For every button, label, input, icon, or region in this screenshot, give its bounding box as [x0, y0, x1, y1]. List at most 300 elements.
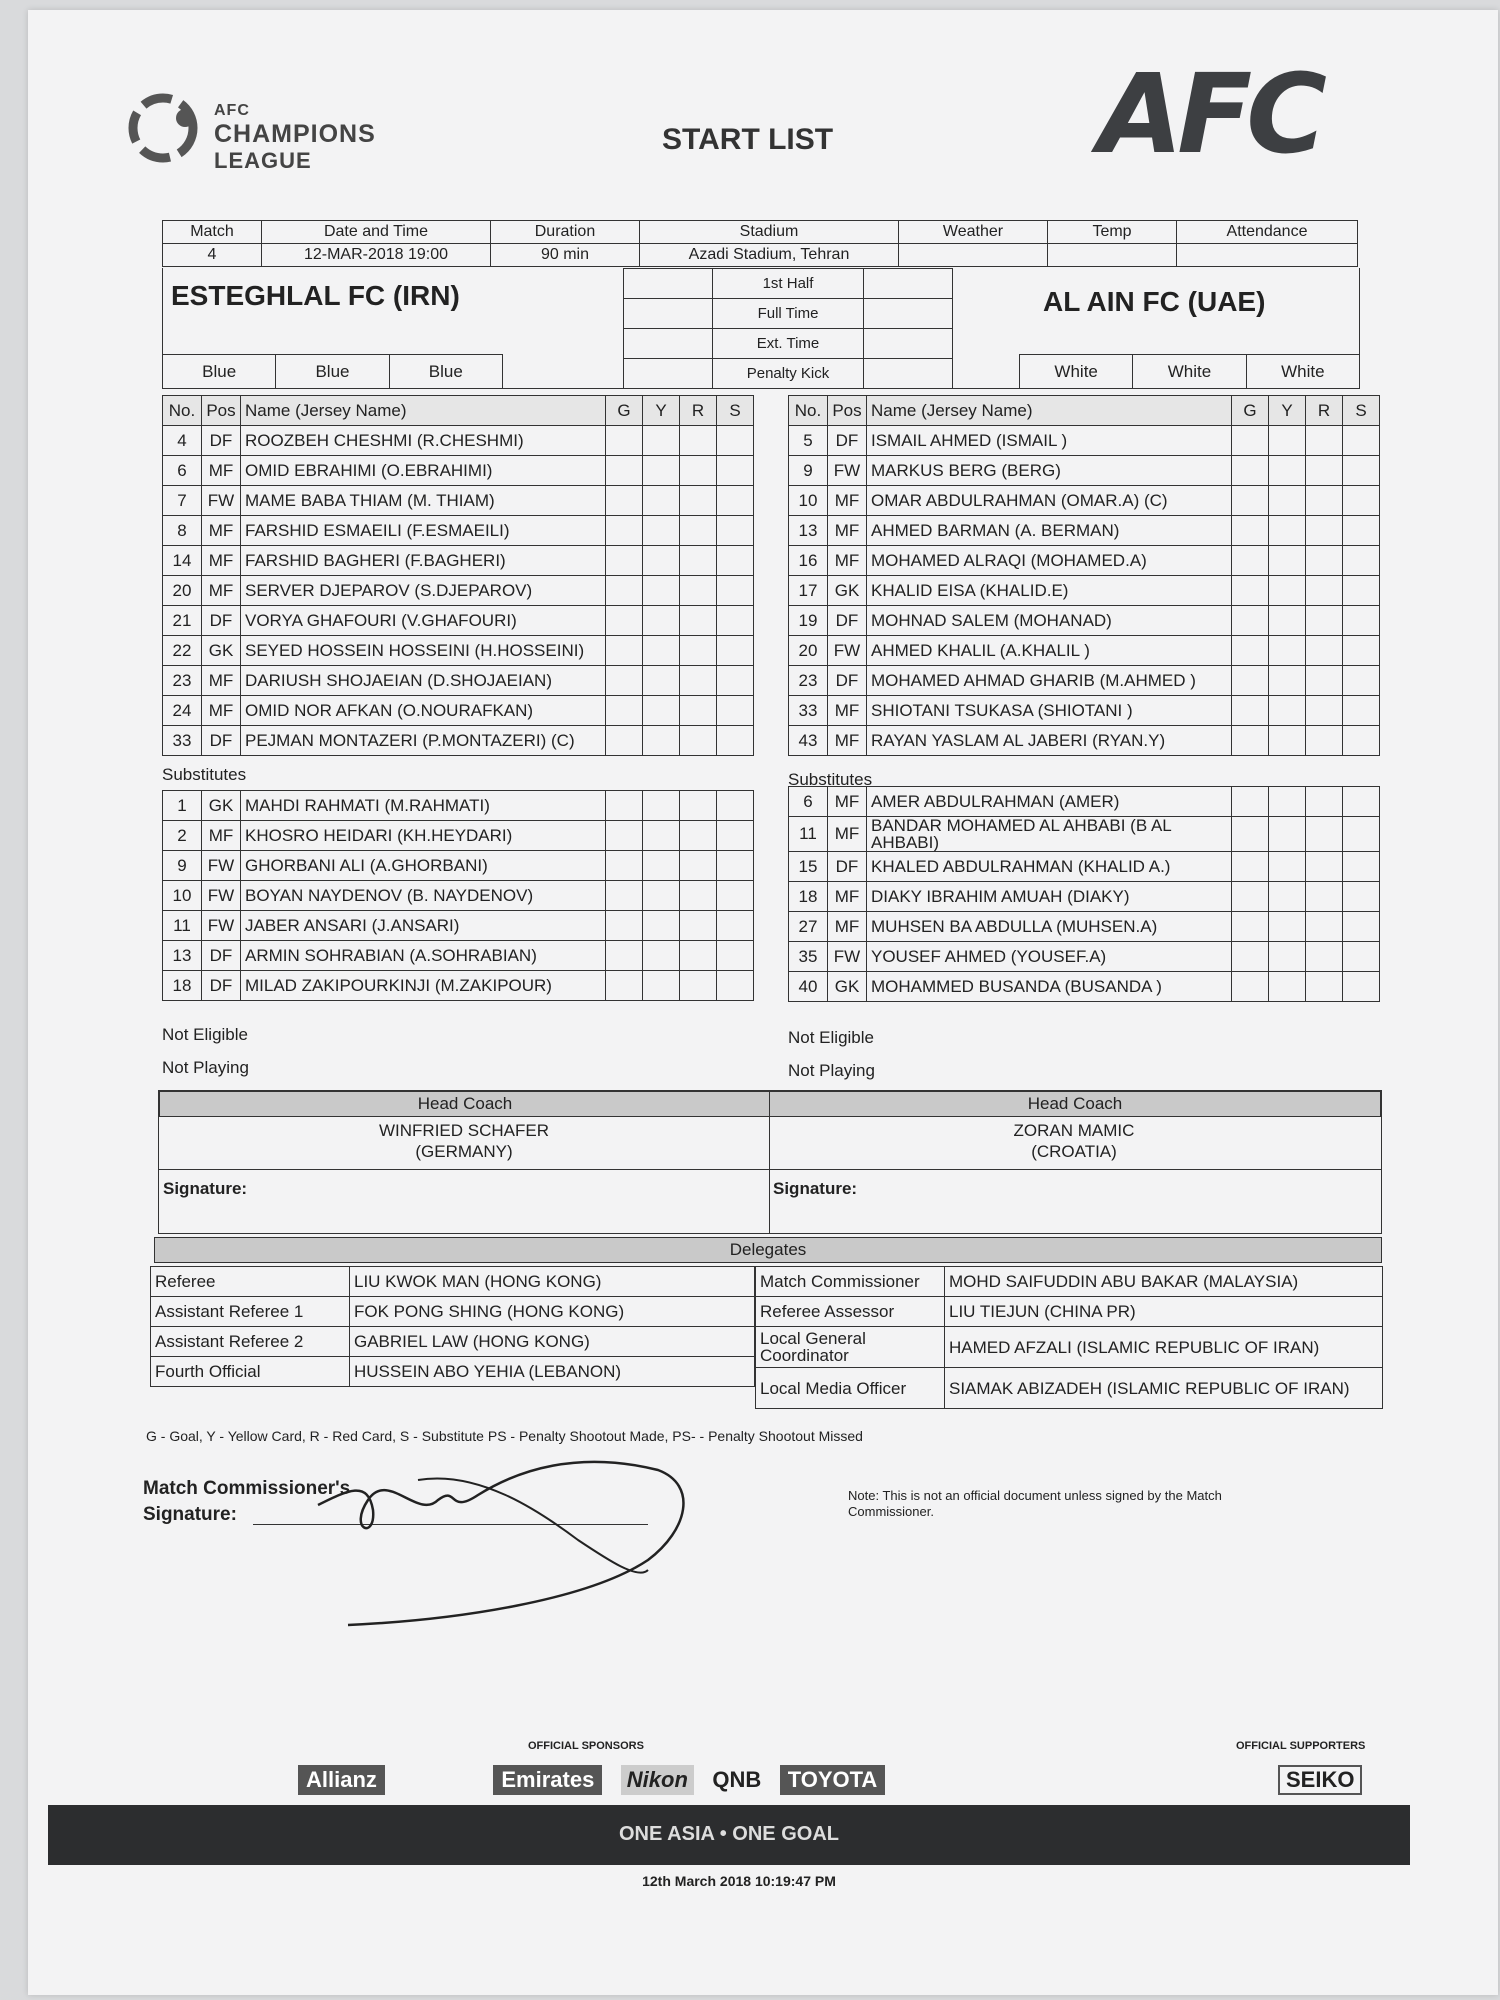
player-name: JABER ANSARI (J.ANSARI)	[241, 911, 606, 941]
sponsor-qnb: QNB	[712, 1767, 762, 1792]
yellow-card-cell	[643, 851, 680, 881]
delegate-role: Local General Coordinator	[756, 1327, 945, 1368]
temp-value	[1048, 244, 1177, 267]
substitute-cell	[1343, 882, 1380, 912]
away-lineup-table	[788, 395, 1380, 756]
col-y: Y	[1269, 396, 1306, 426]
goal-cell	[1232, 972, 1269, 1002]
sponsor-logos	[298, 1765, 899, 1795]
player-number: 23	[789, 666, 828, 696]
commissioner-signature-label-1: Match Commissioner's	[143, 1478, 351, 1499]
player-position: MF	[828, 882, 867, 912]
red-card-cell	[680, 851, 717, 881]
red-card-cell	[1306, 636, 1343, 666]
player-position: MF	[828, 516, 867, 546]
delegates-left-table	[150, 1266, 755, 1387]
away-coach-name: ZORAN MAMIC	[1013, 1121, 1135, 1140]
yellow-card-cell	[1269, 912, 1306, 942]
match-duration: 90 min	[491, 244, 640, 267]
yellow-card-cell	[1269, 882, 1306, 912]
sponsor-allianz: Allianz	[298, 1765, 385, 1795]
yellow-card-cell	[1269, 726, 1306, 756]
substitute-cell	[1343, 787, 1380, 817]
match-stadium: Azadi Stadium, Tehran	[640, 244, 899, 267]
yellow-card-cell	[1269, 546, 1306, 576]
supporter-logos	[1278, 1765, 1376, 1795]
home-substitutes-table	[162, 790, 754, 1001]
home-coach-name: WINFRIED SCHAFER	[379, 1121, 549, 1140]
player-name: VORYA GHAFOURI (V.GHAFOURI)	[241, 606, 606, 636]
away-kit-3: White	[1246, 355, 1359, 388]
home-kit-2: Blue	[276, 355, 389, 388]
red-card-cell	[680, 636, 717, 666]
player-row	[789, 972, 1380, 1002]
player-position: DF	[828, 666, 867, 696]
goal-cell	[606, 486, 643, 516]
player-number: 24	[163, 696, 202, 726]
player-position: DF	[828, 852, 867, 882]
red-card-cell	[680, 456, 717, 486]
player-name: MILAD ZAKIPOURKINJI (M.ZAKIPOUR)	[241, 971, 606, 1001]
sponsors-label: OFFICIAL SPONSORS	[528, 1740, 644, 1752]
player-name: SERVER DJEPAROV (S.DJEPAROV)	[241, 576, 606, 606]
goal-cell	[1232, 516, 1269, 546]
red-card-cell	[680, 666, 717, 696]
home-substitutes-label: Substitutes	[162, 765, 247, 784]
red-card-cell	[680, 941, 717, 971]
player-number: 21	[163, 606, 202, 636]
col-pos: Pos	[828, 396, 867, 426]
match-info-table	[162, 220, 1358, 267]
player-number: 6	[163, 456, 202, 486]
player-position: DF	[202, 971, 241, 1001]
delegate-row	[756, 1267, 1383, 1297]
goal-cell	[1232, 942, 1269, 972]
delegate-row	[151, 1267, 755, 1297]
player-row	[163, 606, 754, 636]
player-row	[789, 726, 1380, 756]
away-coach-label: Head Coach	[769, 1091, 1381, 1117]
substitute-cell	[717, 606, 754, 636]
red-card-cell	[1306, 576, 1343, 606]
substitute-cell	[1343, 696, 1380, 726]
player-row	[789, 912, 1380, 942]
yellow-card-cell	[1269, 636, 1306, 666]
player-number: 13	[163, 941, 202, 971]
player-number: 1	[163, 791, 202, 821]
red-card-cell	[1306, 426, 1343, 456]
home-kit-3: Blue	[390, 355, 503, 388]
goal-cell	[1232, 576, 1269, 606]
player-row	[163, 941, 754, 971]
substitute-cell	[717, 546, 754, 576]
yellow-card-cell	[643, 696, 680, 726]
player-position: FW	[202, 851, 241, 881]
yellow-card-cell	[643, 666, 680, 696]
player-position: MF	[828, 486, 867, 516]
red-card-cell	[1306, 486, 1343, 516]
supporters-label: OFFICIAL SUPPORTERS	[1236, 1740, 1366, 1752]
delegate-row	[151, 1297, 755, 1327]
substitute-cell	[717, 486, 754, 516]
player-row	[789, 666, 1380, 696]
duration-label: Duration	[491, 221, 640, 244]
yellow-card-cell	[1269, 972, 1306, 1002]
yellow-card-cell	[643, 546, 680, 576]
yellow-card-cell	[1269, 942, 1306, 972]
player-row	[789, 942, 1380, 972]
player-name: SEYED HOSSEIN HOSSEINI (H.HOSSEINI)	[241, 636, 606, 666]
col-no: No.	[163, 396, 202, 426]
goal-cell	[606, 546, 643, 576]
player-number: 2	[163, 821, 202, 851]
weather-value	[899, 244, 1048, 267]
player-number: 15	[789, 852, 828, 882]
red-card-cell	[680, 516, 717, 546]
goal-cell	[1232, 882, 1269, 912]
yellow-card-cell	[643, 636, 680, 666]
substitute-cell	[1343, 636, 1380, 666]
player-row	[789, 426, 1380, 456]
player-name: ARMIN SOHRABIAN (A.SOHRABIAN)	[241, 941, 606, 971]
yellow-card-cell	[643, 516, 680, 546]
home-not-eligible: Not Eligible	[162, 1025, 248, 1044]
red-card-cell	[1306, 817, 1343, 852]
away-not-eligible: Not Eligible	[788, 1028, 874, 1047]
player-number: 13	[789, 516, 828, 546]
home-kit-row	[163, 354, 503, 388]
col-r: R	[1306, 396, 1343, 426]
yellow-card-cell	[643, 576, 680, 606]
delegate-role: Fourth Official	[151, 1357, 350, 1387]
player-number: 23	[163, 666, 202, 696]
player-position: GK	[828, 576, 867, 606]
yellow-card-cell	[643, 881, 680, 911]
goal-cell	[606, 426, 643, 456]
col-name: Name (Jersey Name)	[867, 396, 1232, 426]
player-position: FW	[828, 942, 867, 972]
player-position: MF	[828, 817, 867, 852]
delegate-row	[756, 1368, 1383, 1409]
player-number: 16	[789, 546, 828, 576]
substitute-cell	[1343, 942, 1380, 972]
home-lineup-table	[162, 395, 754, 756]
goal-cell	[606, 791, 643, 821]
goal-cell	[1232, 696, 1269, 726]
player-name: MOHAMED ALRAQI (MOHAMED.A)	[867, 546, 1232, 576]
col-r: R	[680, 396, 717, 426]
substitute-cell	[1343, 486, 1380, 516]
player-position: FW	[828, 456, 867, 486]
official-note: Note: This is not an official document unless signed by the Match Commissioner.	[848, 1488, 1222, 1519]
red-card-cell	[1306, 696, 1343, 726]
delegate-name: LIU TIEJUN (CHINA PR)	[945, 1297, 1383, 1327]
player-number: 35	[789, 942, 828, 972]
red-card-cell	[1306, 546, 1343, 576]
player-number: 11	[163, 911, 202, 941]
legend-text: G - Goal, Y - Yellow Card, R - Red Card, S - Substitute PS - Penalty Shootout Made, PS- - Penalty Shootout Missed	[146, 1428, 863, 1444]
league-logo-line1: AFC	[214, 102, 250, 119]
red-card-cell	[1306, 666, 1343, 696]
substitute-cell	[1343, 426, 1380, 456]
player-name: GHORBANI ALI (A.GHORBANI)	[241, 851, 606, 881]
sponsor-nikon: Nikon	[621, 1765, 694, 1795]
player-number: 10	[163, 881, 202, 911]
red-card-cell	[680, 791, 717, 821]
yellow-card-cell	[1269, 852, 1306, 882]
player-position: MF	[202, 666, 241, 696]
goal-cell	[606, 576, 643, 606]
player-name: MOHNAD SALEM (MOHANAD)	[867, 606, 1232, 636]
col-name: Name (Jersey Name)	[241, 396, 606, 426]
delegate-name: MOHD SAIFUDDIN ABU BAKAR (MALAYSIA)	[945, 1267, 1383, 1297]
league-logo-line2: CHAMPIONS	[214, 120, 376, 148]
player-row	[789, 576, 1380, 606]
substitute-cell	[717, 726, 754, 756]
delegate-row	[151, 1357, 755, 1387]
footer-banner	[48, 1805, 1410, 1865]
player-row	[163, 971, 754, 1001]
yellow-card-cell	[643, 941, 680, 971]
player-row	[163, 576, 754, 606]
goal-cell	[1232, 486, 1269, 516]
player-name: MUHSEN BA ABDULLA (MUHSEN.A)	[867, 912, 1232, 942]
player-number: 18	[789, 882, 828, 912]
red-card-cell	[680, 696, 717, 726]
champions-league-logo-icon	[123, 88, 203, 168]
red-card-cell	[1306, 606, 1343, 636]
yellow-card-cell	[1269, 817, 1306, 852]
player-name: YOUSEF AHMED (YOUSEF.A)	[867, 942, 1232, 972]
commissioner-signature-label-2: Signature:	[143, 1504, 237, 1525]
player-position: MF	[828, 696, 867, 726]
goal-cell	[606, 821, 643, 851]
player-number: 18	[163, 971, 202, 1001]
col-s: S	[1343, 396, 1380, 426]
substitute-cell	[717, 516, 754, 546]
player-position: DF	[202, 606, 241, 636]
temp-label: Temp	[1048, 221, 1177, 244]
player-row	[163, 726, 754, 756]
print-timestamp: 12th March 2018 10:19:47 PM	[642, 1873, 836, 1889]
player-name: MAME BABA THIAM (M. THIAM)	[241, 486, 606, 516]
match-label: Match	[163, 221, 262, 244]
away-kit-1: White	[1019, 355, 1132, 388]
player-position: FW	[202, 881, 241, 911]
player-number: 27	[789, 912, 828, 942]
teams-block	[162, 268, 1360, 389]
goal-cell	[606, 456, 643, 486]
delegate-row	[151, 1327, 755, 1357]
yellow-card-cell	[1269, 456, 1306, 486]
delegates-title: Delegates	[154, 1237, 1382, 1263]
player-name: KHOSRO HEIDARI (KH.HEYDARI)	[241, 821, 606, 851]
goal-cell	[606, 636, 643, 666]
goal-cell	[606, 516, 643, 546]
yellow-card-cell	[643, 456, 680, 486]
substitute-cell	[717, 666, 754, 696]
player-row	[789, 636, 1380, 666]
substitute-cell	[717, 791, 754, 821]
start-list-document	[28, 10, 1498, 1995]
player-number: 43	[789, 726, 828, 756]
yellow-card-cell	[643, 726, 680, 756]
player-name: ISMAIL AHMED (ISMAIL )	[867, 426, 1232, 456]
home-team-name: ESTEGHLAL FC (IRN)	[171, 280, 460, 311]
yellow-card-cell	[643, 426, 680, 456]
player-name: FARSHID ESMAEILI (F.ESMAEILI)	[241, 516, 606, 546]
substitute-cell	[1343, 456, 1380, 486]
delegates-right-table	[755, 1266, 1383, 1409]
delegate-name: HAMED AFZALI (ISLAMIC REPUBLIC OF IRAN)	[945, 1327, 1383, 1368]
match-number: 4	[163, 244, 262, 267]
delegate-name: LIU KWOK MAN (HONG KONG)	[350, 1267, 755, 1297]
player-number: 20	[789, 636, 828, 666]
substitute-cell	[717, 911, 754, 941]
player-row	[789, 817, 1380, 852]
player-number: 11	[789, 817, 828, 852]
goal-cell	[606, 851, 643, 881]
player-row	[789, 486, 1380, 516]
red-card-cell	[680, 726, 717, 756]
period-1st-half: 1st Half	[713, 269, 864, 299]
yellow-card-cell	[1269, 486, 1306, 516]
away-signature-label: Signature:	[773, 1179, 858, 1198]
goal-cell	[1232, 817, 1269, 852]
red-card-cell	[1306, 516, 1343, 546]
player-position: GK	[828, 972, 867, 1002]
yellow-card-cell	[1269, 426, 1306, 456]
stadium-label: Stadium	[640, 221, 899, 244]
goal-cell	[1232, 666, 1269, 696]
substitute-cell	[717, 636, 754, 666]
yellow-card-cell	[643, 791, 680, 821]
attendance-label: Attendance	[1177, 221, 1358, 244]
goal-cell	[1232, 912, 1269, 942]
yellow-card-cell	[1269, 696, 1306, 726]
player-name: AHMED BARMAN (A. BERMAN)	[867, 516, 1232, 546]
player-position: FW	[828, 636, 867, 666]
delegate-role: Local Media Officer	[756, 1368, 945, 1409]
afc-logo: AFC	[1098, 50, 1322, 178]
player-position: MF	[202, 516, 241, 546]
substitute-cell	[1343, 817, 1380, 852]
home-coach-country: (GERMANY)	[415, 1142, 513, 1161]
player-position: GK	[202, 791, 241, 821]
player-name: DIAKY IBRAHIM AMUAH (DIAKY)	[867, 882, 1232, 912]
delegate-role: Referee	[151, 1267, 350, 1297]
yellow-card-cell	[643, 821, 680, 851]
player-row	[163, 696, 754, 726]
red-card-cell	[680, 911, 717, 941]
substitute-cell	[717, 696, 754, 726]
player-name: FARSHID BAGHERI (F.BAGHERI)	[241, 546, 606, 576]
goal-cell	[1232, 456, 1269, 486]
player-position: MF	[828, 546, 867, 576]
red-card-cell	[1306, 972, 1343, 1002]
goal-cell	[606, 606, 643, 636]
player-name: OMAR ABDULRAHMAN (OMAR.A) (C)	[867, 486, 1232, 516]
player-row	[163, 516, 754, 546]
player-position: MF	[828, 726, 867, 756]
weather-label: Weather	[899, 221, 1048, 244]
yellow-card-cell	[1269, 516, 1306, 546]
player-number: 10	[789, 486, 828, 516]
yellow-card-cell	[643, 971, 680, 1001]
slogan: ONE ASIA • ONE GOAL	[619, 1823, 839, 1845]
red-card-cell	[680, 486, 717, 516]
player-name: AHMED KHALIL (A.KHALIL )	[867, 636, 1232, 666]
delegate-role: Referee Assessor	[756, 1297, 945, 1327]
player-position: MF	[202, 696, 241, 726]
substitute-cell	[1343, 516, 1380, 546]
goal-cell	[606, 971, 643, 1001]
delegate-row	[756, 1297, 1383, 1327]
player-row	[163, 851, 754, 881]
player-name: KHALID EISA (KHALID.E)	[867, 576, 1232, 606]
player-name: PEJMAN MONTAZERI (P.MONTAZERI) (C)	[241, 726, 606, 756]
player-position: MF	[202, 821, 241, 851]
red-card-cell	[1306, 942, 1343, 972]
home-signature-label: Signature:	[163, 1179, 248, 1198]
player-position: DF	[202, 426, 241, 456]
yellow-card-cell	[1269, 787, 1306, 817]
player-row	[789, 516, 1380, 546]
player-number: 33	[789, 696, 828, 726]
player-row	[163, 911, 754, 941]
player-name: MOHAMED AHMAD GHARIB (M.AHMED )	[867, 666, 1232, 696]
away-kit-2: White	[1132, 355, 1245, 388]
player-row	[789, 696, 1380, 726]
goal-cell	[1232, 726, 1269, 756]
player-row	[163, 486, 754, 516]
player-name: SHIOTANI TSUKASA (SHIOTANI )	[867, 696, 1232, 726]
player-name: OMID EBRAHIMI (O.EBRAHIMI)	[241, 456, 606, 486]
player-row	[789, 546, 1380, 576]
player-name: MOHAMMED BUSANDA (BUSANDA )	[867, 972, 1232, 1002]
red-card-cell	[1306, 456, 1343, 486]
red-card-cell	[680, 546, 717, 576]
goal-cell	[606, 911, 643, 941]
delegate-name: HUSSEIN ABO YEHIA (LEBANON)	[350, 1357, 755, 1387]
player-position: MF	[202, 546, 241, 576]
player-position: DF	[828, 426, 867, 456]
delegate-name: GABRIEL LAW (HONG KONG)	[350, 1327, 755, 1357]
player-name: MAHDI RAHMATI (M.RAHMATI)	[241, 791, 606, 821]
delegate-role: Assistant Referee 1	[151, 1297, 350, 1327]
goal-cell	[1232, 636, 1269, 666]
sponsor-toyota: TOYOTA	[780, 1765, 886, 1795]
goal-cell	[606, 881, 643, 911]
goal-cell	[1232, 852, 1269, 882]
away-team-name: AL AIN FC (UAE)	[1043, 286, 1266, 317]
date-label: Date and Time	[262, 221, 491, 244]
away-not-playing: Not Playing	[788, 1061, 875, 1080]
player-name: AMER ABDULRAHMAN (AMER)	[867, 787, 1232, 817]
substitute-cell	[717, 821, 754, 851]
player-name: MARKUS BERG (BERG)	[867, 456, 1232, 486]
player-row	[789, 456, 1380, 486]
player-row	[789, 606, 1380, 636]
page-title: START LIST	[662, 123, 834, 156]
substitute-cell	[1343, 606, 1380, 636]
red-card-cell	[1306, 912, 1343, 942]
player-row	[789, 882, 1380, 912]
goal-cell	[1232, 546, 1269, 576]
red-card-cell	[1306, 726, 1343, 756]
red-card-cell	[680, 606, 717, 636]
substitute-cell	[717, 941, 754, 971]
